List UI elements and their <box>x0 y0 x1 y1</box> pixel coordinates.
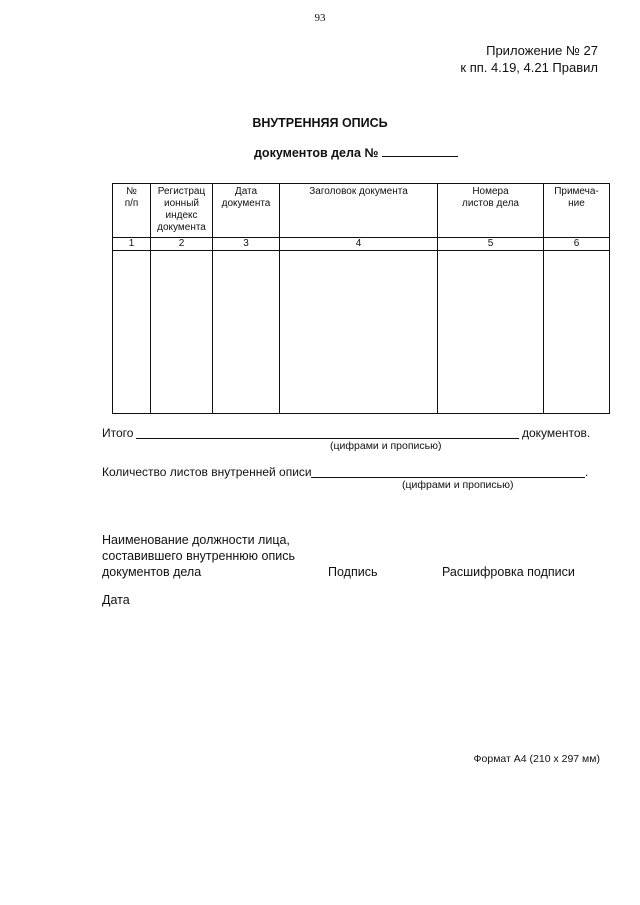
empty-cell <box>544 251 610 414</box>
position-title-block <box>102 532 295 580</box>
column-number-cell: 6 <box>544 238 610 251</box>
date-label: Дата <box>102 593 130 607</box>
column-number-cell: 5 <box>438 238 544 251</box>
total-blank-line <box>136 438 519 439</box>
empty-cell <box>113 251 151 414</box>
position-line-3: документов дела <box>102 565 202 579</box>
empty-cell <box>151 251 213 414</box>
sheets-count-label: Количество листов внутренней описи <box>102 465 312 479</box>
position-line-1: Наименование должности лица, <box>102 533 290 547</box>
column-number-cell: 4 <box>280 238 438 251</box>
document-subtitle <box>254 145 458 160</box>
signature-decoding-label: Расшифровка подписи <box>442 565 575 579</box>
appendix-reference <box>460 42 598 76</box>
column-number-cell: 2 <box>151 238 213 251</box>
sheets-count-hint: (цифрами и прописью) <box>402 479 514 491</box>
case-number-blank <box>382 145 458 157</box>
column-number-cell: 1 <box>113 238 151 251</box>
document-title: ВНУТРЕННЯЯ ОПИСЬ <box>252 116 388 130</box>
format-note: Формат А4 (210 х 297 мм) <box>473 753 600 765</box>
sheets-count-suffix: . <box>585 465 589 479</box>
table-number-row <box>113 238 610 251</box>
empty-cell <box>438 251 544 414</box>
total-hint: (цифрами и прописью) <box>330 440 442 452</box>
table-empty-row <box>113 251 610 414</box>
sheets-count-blank-line <box>311 477 585 478</box>
header-cell-notes: Примеча- ние <box>544 184 610 238</box>
empty-cell <box>213 251 280 414</box>
page-number: 93 <box>314 12 326 24</box>
signature-label: Подпись <box>328 565 378 579</box>
total-label: Итого <box>102 426 134 440</box>
empty-cell <box>280 251 438 414</box>
table-header-row <box>113 184 610 238</box>
header-cell-document-title: Заголовок документа <box>280 184 438 238</box>
appendix-line-2: к пп. 4.19, 4.21 Правил <box>460 60 598 75</box>
subtitle-text: документов дела № <box>254 146 379 160</box>
inventory-table <box>112 183 610 414</box>
position-line-2: составившего внутреннюю опись <box>102 549 295 563</box>
header-cell-sheet-numbers: Номера листов дела <box>438 184 544 238</box>
total-suffix: документов. <box>522 426 591 440</box>
header-cell-number: № п/п <box>113 184 151 238</box>
column-number-cell: 3 <box>213 238 280 251</box>
header-cell-registration-index: Регистрац ионный индекс документа <box>151 184 213 238</box>
appendix-line-1: Приложение № 27 <box>486 43 598 58</box>
header-cell-document-date: Дата документа <box>213 184 280 238</box>
